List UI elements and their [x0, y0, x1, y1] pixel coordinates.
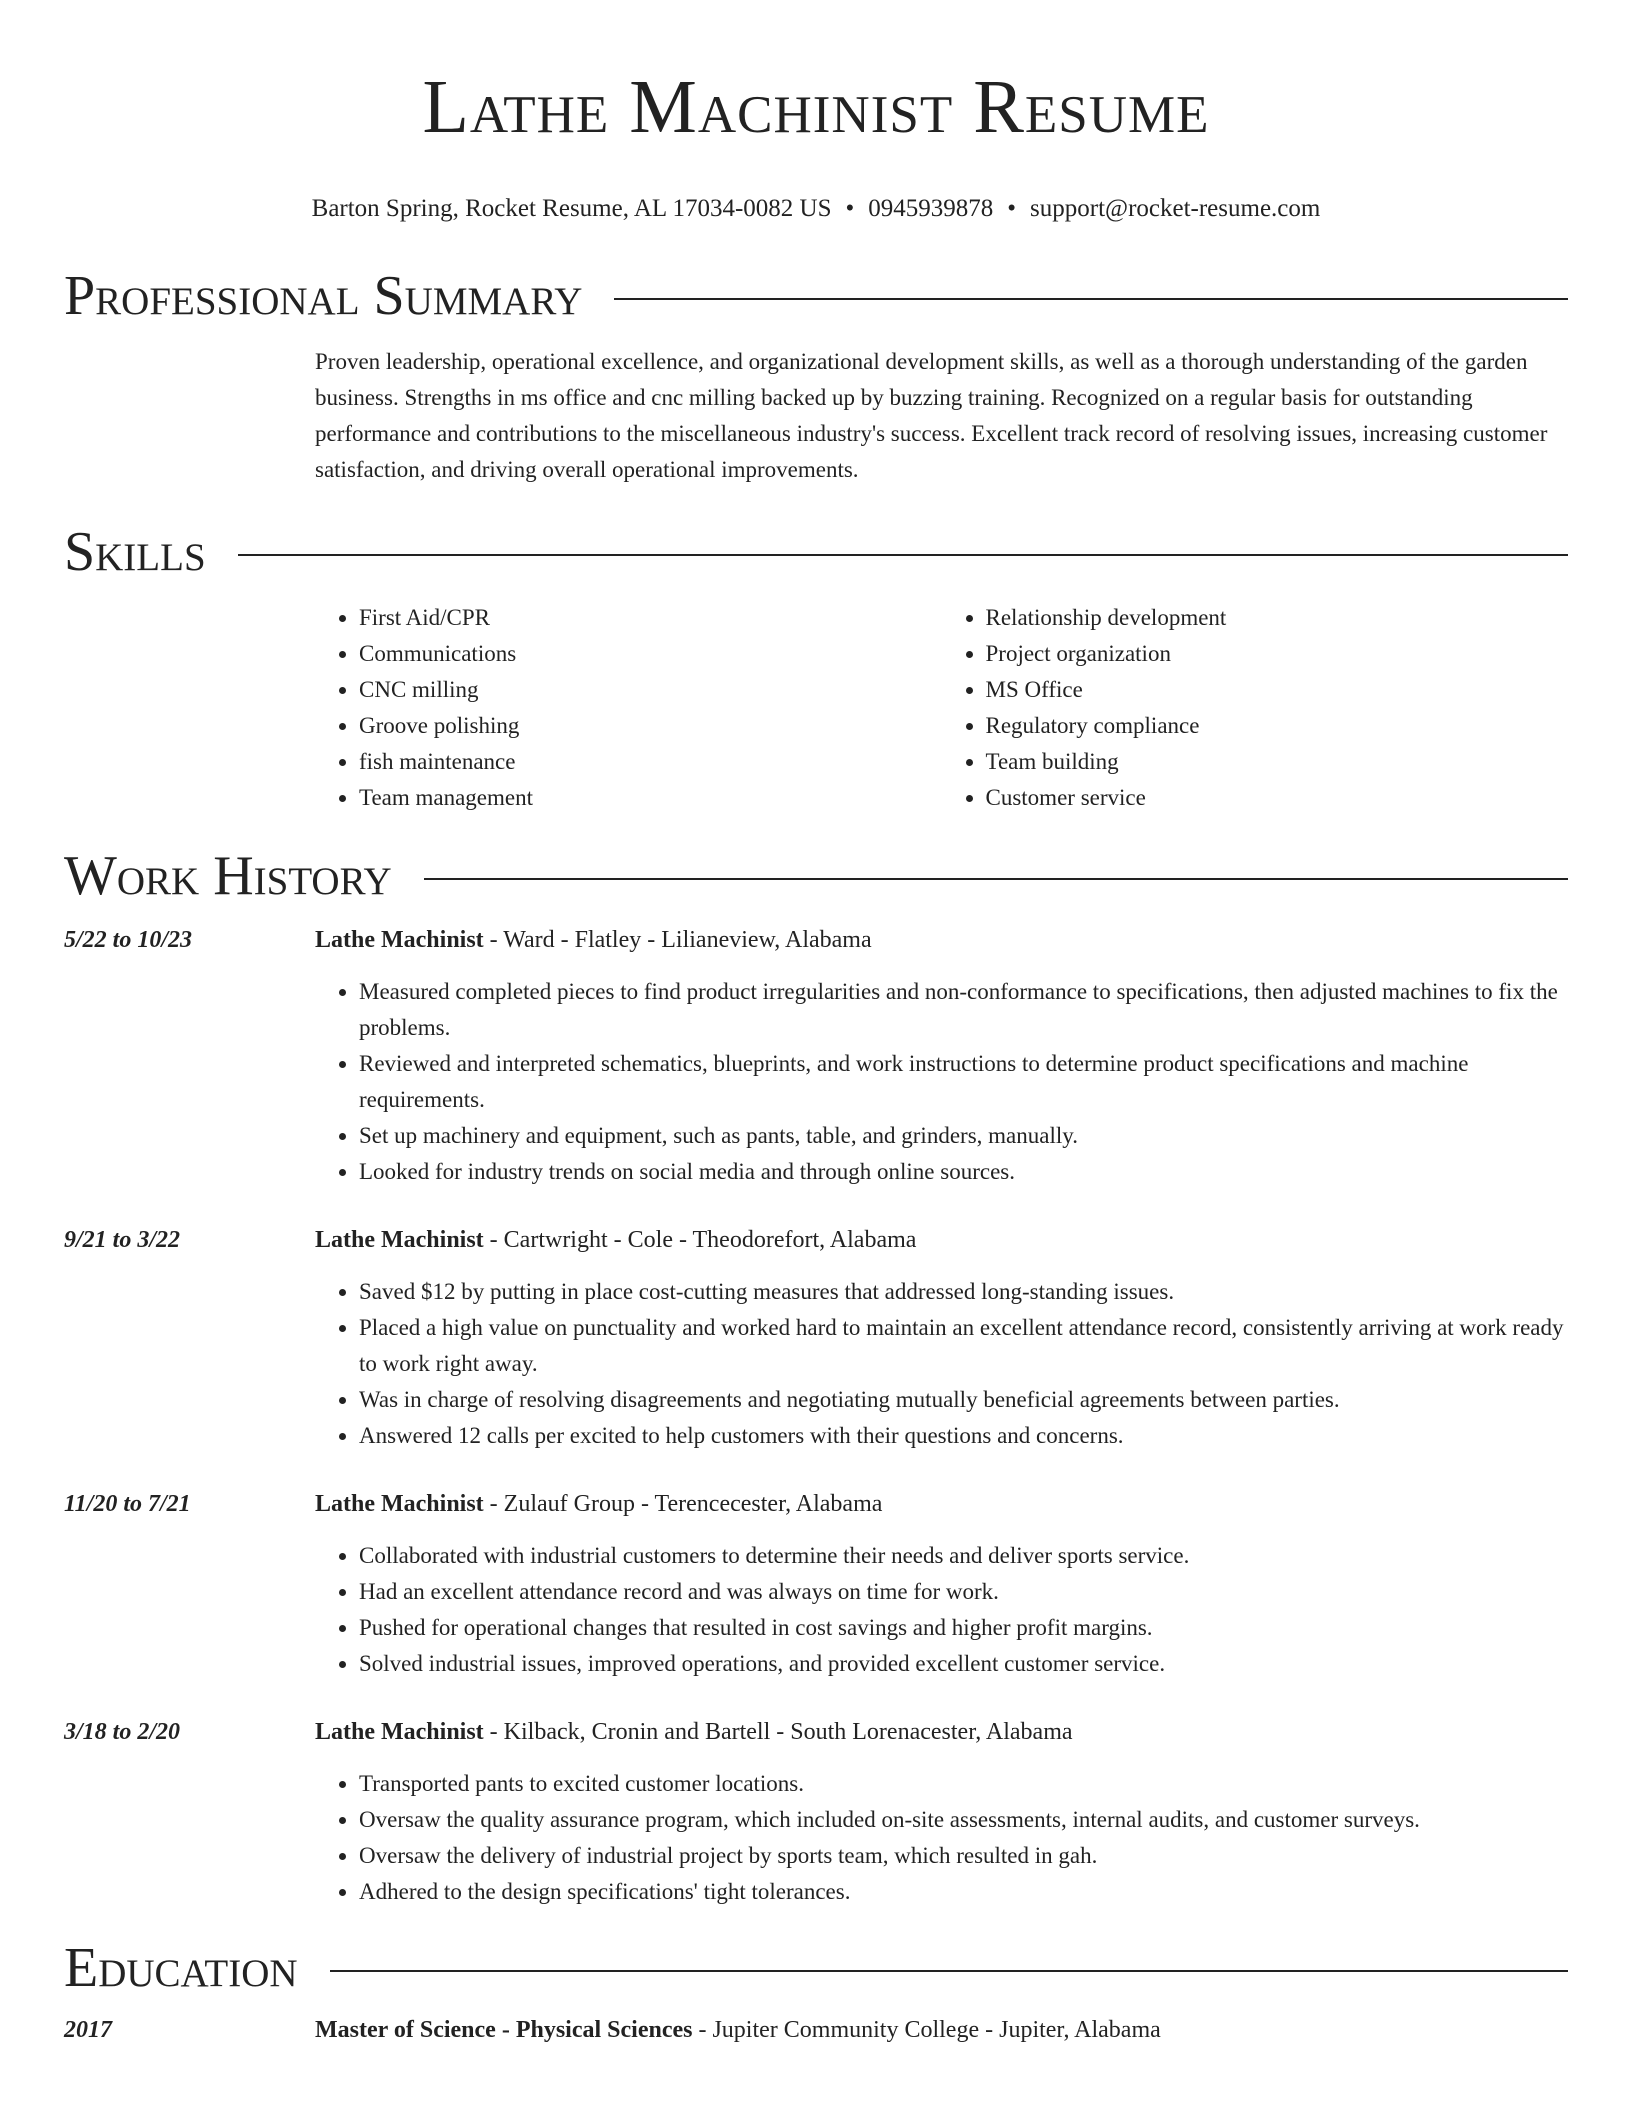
job-bullets	[315, 974, 1568, 1190]
job-bullets	[315, 1274, 1568, 1454]
skill-item: • Communications	[359, 636, 942, 672]
skill-item: • Team building	[986, 744, 1569, 780]
skill-item: • CNC milling	[359, 672, 942, 708]
job-bullet: • Answered 12 calls per excited to help customers with their questions and concerns.	[359, 1418, 1568, 1454]
skill-item: • Groove polishing	[359, 708, 942, 744]
job-bullet: • Looked for industry trends on social media and through online sources.	[359, 1154, 1568, 1190]
education-year: 2017	[64, 2017, 112, 2043]
job-dates: 3/18 to 2/20	[64, 1719, 181, 1745]
education-body	[315, 2012, 1568, 2064]
summary-text: Proven leadership, operational excellence, and organizational development skills, as well as a thorough understanding of the garden business. Strengths in ms office and cnc milling backed up by buzzing training. Recognized on a regular basis for outstanding performance and contributions to the miscellaneous industry's success. Excellent track record of resolving issues, increasing customer satisfaction, and driving overall operational improvements.	[315, 349, 1548, 482]
education-degree: Master of Science - Physical Sciences	[315, 2017, 693, 2043]
job-bullet: • Collaborated with industrial customers to determine their needs and deliver sports service.	[359, 1538, 1568, 1574]
job-body	[315, 1222, 1568, 1454]
summary-section-header	[64, 264, 1568, 328]
job-details: - Cartwright - Cole - Theodorefort, Alabama	[483, 1227, 917, 1253]
education-section-header	[64, 1936, 1568, 2000]
education-header	[315, 2012, 1568, 2048]
education-details: - Jupiter Community College - Jupiter, Alabama	[692, 2017, 1161, 2043]
work-heading: Work History	[64, 845, 392, 907]
job-bullet: • Solved industrial issues, improved operations, and provided excellent customer service.	[359, 1646, 1568, 1682]
job-bullet: • Adhered to the design specifications' tight tolerances.	[359, 1874, 1568, 1910]
job-bullet: • Had an excellent attendance record and was always on time for work.	[359, 1574, 1568, 1610]
contact-line	[64, 194, 1568, 224]
skills-column-left	[315, 600, 942, 816]
job-entry	[64, 922, 1568, 1190]
job-bullet: • Transported pants to excited customer locations.	[359, 1766, 1568, 1802]
job-title: Lathe Machinist	[315, 1227, 484, 1253]
job-header	[315, 1222, 1568, 1258]
job-bullets	[315, 1538, 1568, 1682]
skill-item: • fish maintenance	[359, 744, 942, 780]
section-divider	[614, 298, 1568, 300]
job-title: Lathe Machinist	[315, 1719, 484, 1745]
contact-separator: •	[1007, 195, 1017, 222]
job-bullet: • Was in charge of resolving disagreements and negotiating mutually beneficial agreements between parties.	[359, 1382, 1568, 1418]
contact-phone: 0945939878	[868, 195, 994, 222]
skill-item: • Regulatory compliance	[986, 708, 1569, 744]
skills-heading: Skills	[64, 521, 206, 583]
job-header	[315, 922, 1568, 958]
job-header	[315, 1714, 1568, 1750]
job-bullet: • Reviewed and interpreted schematics, blueprints, and work instructions to determine product specifications and machine requirements.	[359, 1046, 1568, 1118]
skill-item: • Project organization	[986, 636, 1569, 672]
resume-title: Lathe Machinist Resume	[422, 65, 1210, 149]
job-entry	[64, 1486, 1568, 1682]
job-dates: 9/21 to 3/22	[64, 1227, 181, 1253]
job-details: - Zulauf Group - Terencecester, Alabama	[483, 1491, 883, 1517]
job-bullet: • Placed a high value on punctuality and worked hard to maintain an excellent attendance record, consistently arriving at work ready to work right away.	[359, 1310, 1568, 1382]
job-details: - Kilback, Cronin and Bartell - South Lorenacester, Alabama	[483, 1719, 1073, 1745]
job-bullet: • Oversaw the quality assurance program, which included on-site assessments, internal audits, and customer surveys.	[359, 1802, 1568, 1838]
job-title: Lathe Machinist	[315, 1491, 484, 1517]
skill-item: • Customer service	[986, 780, 1569, 816]
job-bullet: • Saved $12 by putting in place cost-cutting measures that addressed long-standing issues.	[359, 1274, 1568, 1310]
education-heading: Education	[64, 1937, 298, 1999]
job-bullet: • Measured completed pieces to find product irregularities and non-conformance to specifications, then adjusted machines to fix the problems.	[359, 974, 1568, 1046]
job-title: Lathe Machinist	[315, 927, 484, 953]
job-bullet: • Set up machinery and equipment, such as pants, table, and grinders, manually.	[359, 1118, 1568, 1154]
contact-separator: •	[845, 195, 855, 222]
skill-item: • First Aid/CPR	[359, 600, 942, 636]
job-dates: 11/20 to 7/21	[64, 1491, 191, 1517]
skills-section-header	[64, 520, 1568, 584]
skill-item: • Team management	[359, 780, 942, 816]
job-body	[315, 1486, 1568, 1682]
skills-column-right	[942, 600, 1569, 816]
job-body	[315, 1714, 1568, 1910]
contact-email: support@rocket-resume.com	[1030, 195, 1321, 222]
job-header	[315, 1486, 1568, 1522]
job-details: - Ward - Flatley - Lilianeview, Alabama	[483, 927, 872, 953]
skills-list	[315, 600, 1568, 816]
work-section-header	[64, 844, 1568, 908]
job-entry	[64, 1222, 1568, 1454]
summary-heading: Professional Summary	[64, 265, 583, 327]
section-divider	[424, 878, 1568, 880]
section-divider	[238, 554, 1568, 556]
contact-address: Barton Spring, Rocket Resume, AL 17034-0082 US	[311, 195, 832, 222]
skill-item: • Relationship development	[986, 600, 1569, 636]
summary-section	[315, 344, 1568, 488]
education-entry	[64, 2012, 1568, 2064]
section-divider	[330, 1970, 1568, 1972]
skill-item: • MS Office	[986, 672, 1569, 708]
job-bullet: • Oversaw the delivery of industrial project by sports team, which resulted in gah.	[359, 1838, 1568, 1874]
job-body	[315, 922, 1568, 1190]
job-bullets	[315, 1766, 1568, 1910]
job-bullet: • Pushed for operational changes that resulted in cost savings and higher profit margins.	[359, 1610, 1568, 1646]
job-entry	[64, 1714, 1568, 1910]
job-dates: 5/22 to 10/23	[64, 927, 193, 953]
